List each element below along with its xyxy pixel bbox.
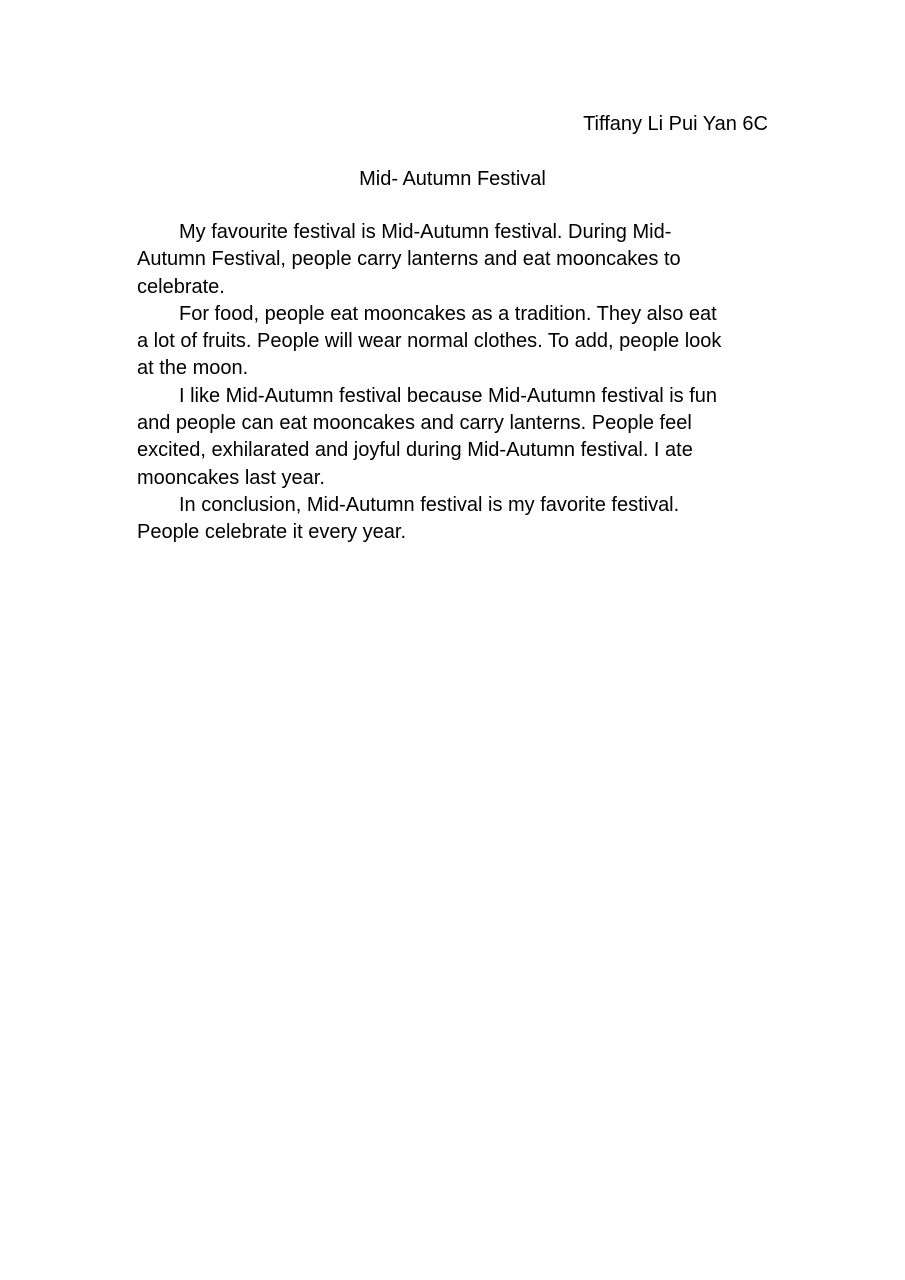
text-line: excited, exhilarated and joyful during Mid-Autumn festival. I ate [137,439,693,462]
text-line: celebrate. [137,275,225,298]
author-line: Tiffany Li Pui Yan 6C [583,113,768,135]
text-line: and people can eat mooncakes and carry lanterns. People feel [137,412,692,435]
text-line: My favourite festival is Mid-Autumn festival. During Mid- [179,221,672,243]
paragraph [137,301,767,383]
paragraph [137,383,767,492]
text-line: I like Mid-Autumn festival because Mid-Autumn festival is fun [179,384,717,407]
text-line: Autumn Festival, people carry lanterns and eat mooncakes to [137,248,681,271]
text-line: In conclusion, Mid-Autumn festival is my favorite festival. [179,493,680,516]
essay-body [137,219,767,547]
paragraph [137,219,767,301]
text-line: mooncakes last year. [137,466,325,489]
document-title: Mid- Autumn Festival [359,168,546,190]
text-line: at the moon. [137,357,249,380]
text-line: For food, people eat mooncakes as a tradition. They also eat [179,302,717,325]
text-line: People celebrate it every year. [137,521,407,544]
text-line: a lot of fruits. People will wear normal clothes. To add, people look [137,330,722,353]
paragraph [137,492,767,547]
